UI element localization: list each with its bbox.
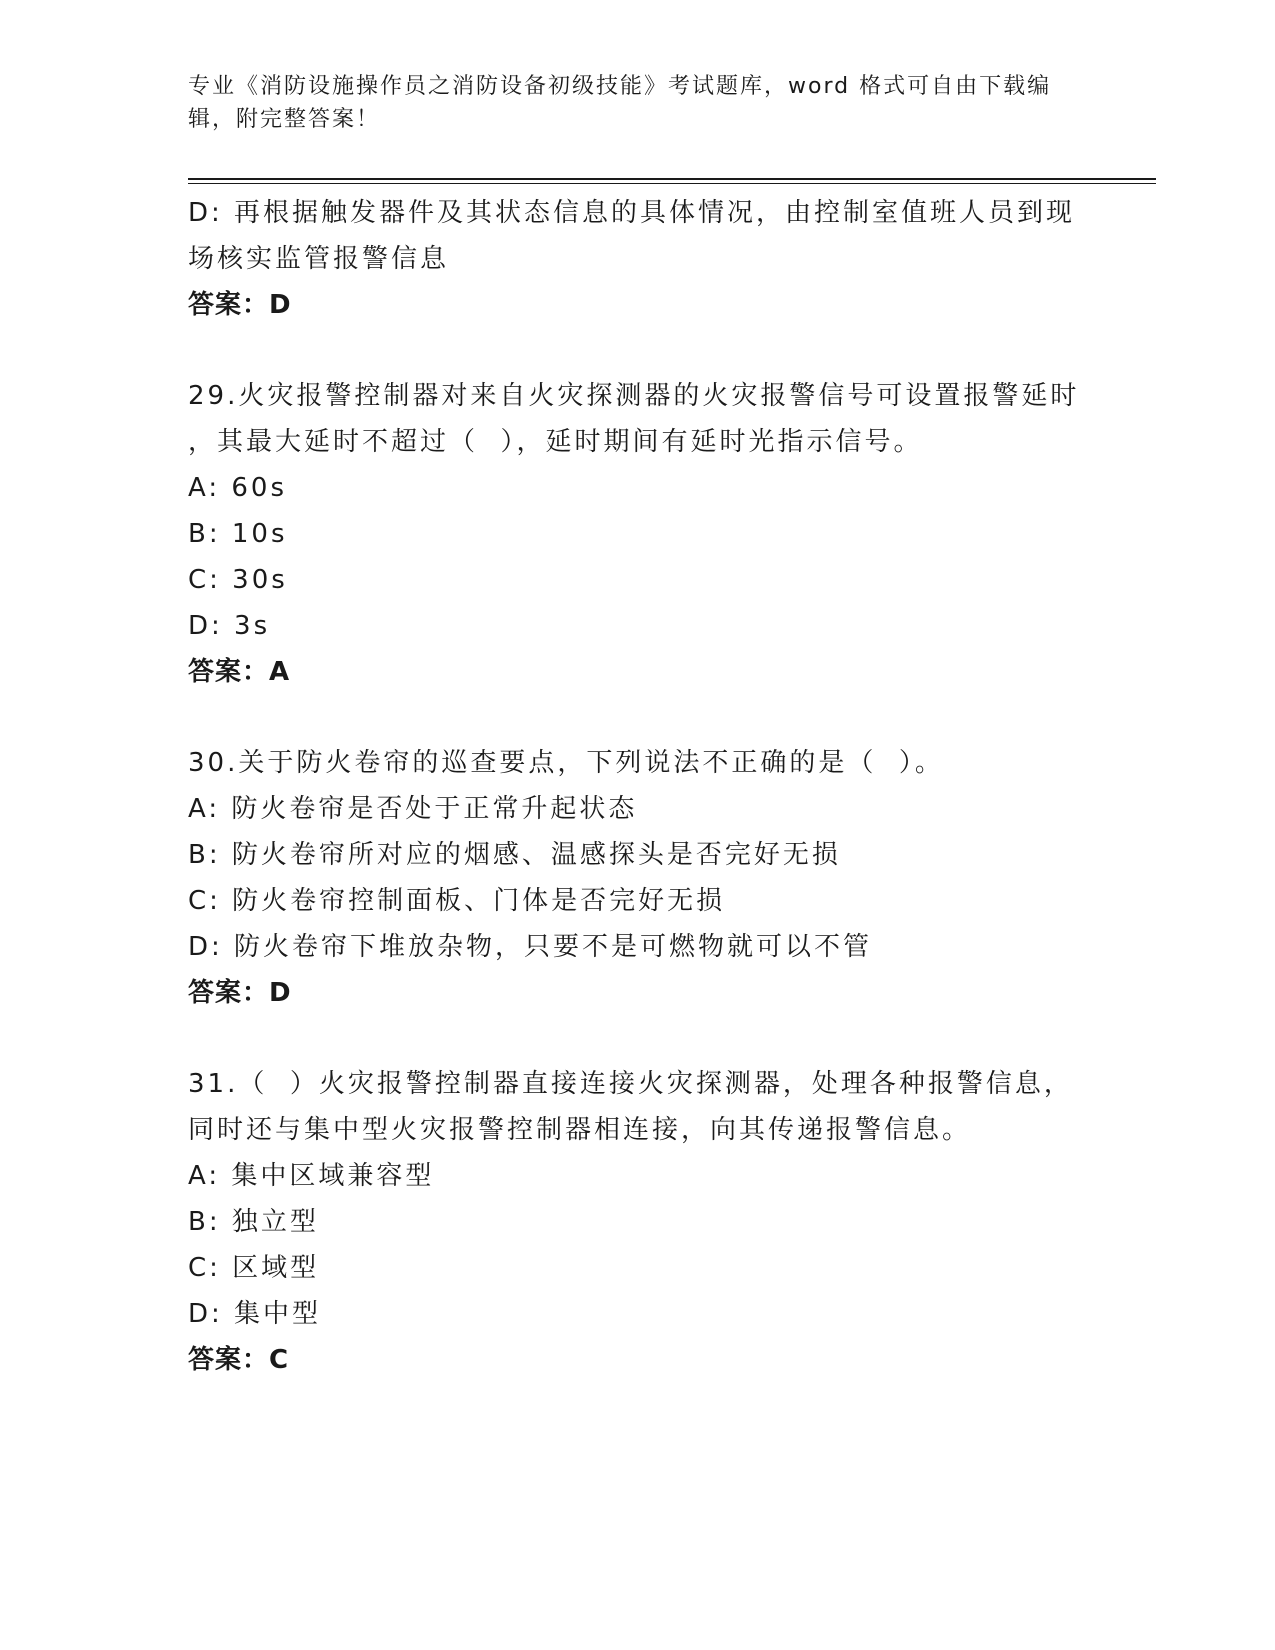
question-stem-continued: ，其最大延时不超过（ ），延时期间有延时光指示信号。 bbox=[188, 427, 923, 457]
answer: 答案：C bbox=[188, 1345, 290, 1375]
question-stem-continued: 同时还与集中型火灾报警控制器相连接，向其传递报警信息。 bbox=[188, 1115, 972, 1145]
answer: 答案：D bbox=[188, 290, 292, 320]
page-header bbox=[188, 70, 1088, 136]
option-c: C: 防火卷帘控制面板、门体是否完好无损 bbox=[188, 886, 726, 916]
document-body bbox=[188, 190, 1088, 1383]
header-line-1: 专业《消防设施操作员之消防设备初级技能》考试题库，word 格式可自由下载编 bbox=[188, 74, 1052, 99]
option-d: D: 3s bbox=[188, 611, 271, 641]
option-d: D: 集中型 bbox=[188, 1299, 322, 1329]
question-stem: 29.火灾报警控制器对来自火灾探测器的火灾报警信号可设置报警延时 bbox=[188, 381, 1080, 411]
option-a: A: 集中区域兼容型 bbox=[188, 1161, 435, 1191]
option-b: B: 防火卷帘所对应的烟感、温感探头是否完好无损 bbox=[188, 840, 841, 870]
option-d: D: 防火卷帘下堆放杂物，只要不是可燃物就可以不管 bbox=[188, 932, 873, 962]
question-stem: 31.（ ）火灾报警控制器直接连接火灾探测器，处理各种报警信息， bbox=[188, 1069, 1073, 1099]
question-31 bbox=[188, 1061, 1088, 1383]
option-d: D: 再根据触发器件及其状态信息的具体情况，由控制室值班人员到现 bbox=[188, 198, 1076, 228]
answer: 答案：A bbox=[188, 657, 291, 687]
option-c: C: 30s bbox=[188, 565, 288, 595]
option-b: B: 独立型 bbox=[188, 1207, 319, 1237]
header-rule bbox=[188, 178, 1156, 184]
question-30 bbox=[188, 740, 1088, 1016]
header-line-2: 辑，附完整答案！ bbox=[188, 107, 381, 132]
option-d-continued: 场核实监管报警信息 bbox=[188, 244, 450, 274]
option-a: A: 防火卷帘是否处于正常升起状态 bbox=[188, 794, 638, 824]
answer: 答案：D bbox=[188, 978, 292, 1008]
previous-question-tail bbox=[188, 190, 1088, 328]
question-stem: 30.关于防火卷帘的巡查要点，下列说法不正确的是（ ）。 bbox=[188, 748, 944, 778]
option-a: A: 60s bbox=[188, 473, 287, 503]
option-c: C: 区域型 bbox=[188, 1253, 320, 1283]
question-29 bbox=[188, 373, 1088, 695]
option-b: B: 10s bbox=[188, 519, 288, 549]
